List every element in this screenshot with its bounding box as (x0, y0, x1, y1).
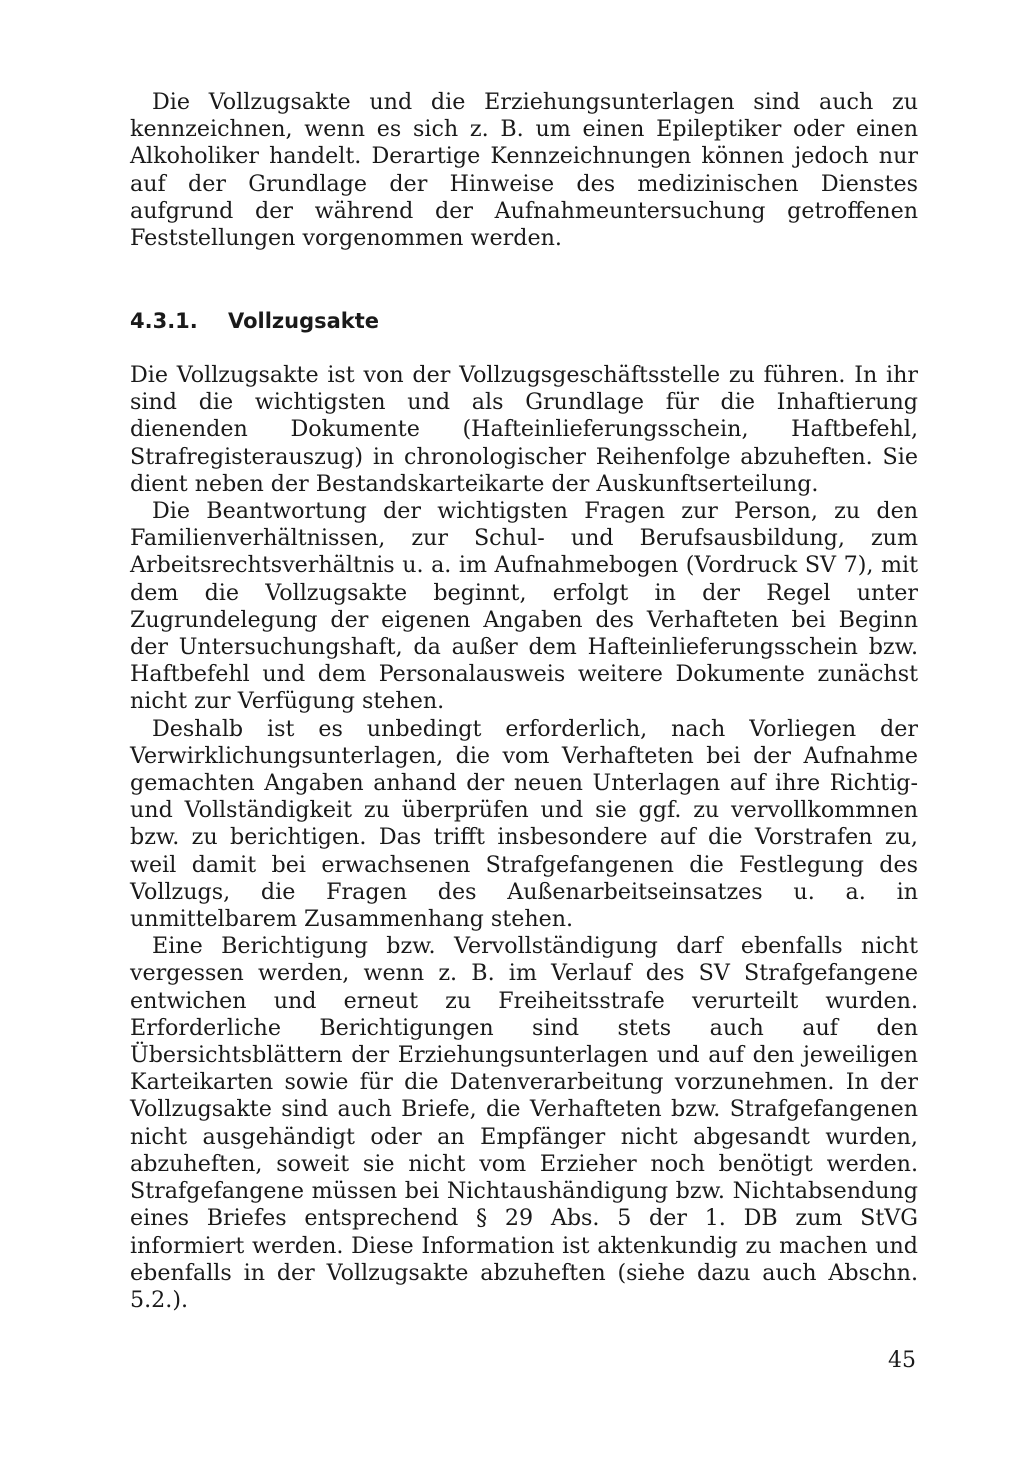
section-paragraph-1: Die Vollzugsakte ist von der Vollzugsgeschäftsstelle zu führen. In ihr sind die wichtigsten und als Grundlage für die Inhaftierung dienenden Dokumente (Hafteinlieferungsschein, Haftbefehl, Strafregisterauszug) in chronologischer Reihenfolge abzuheften. Sie dient neben der Bestandskarteikarte der Auskunftserteilung. (130, 362, 918, 497)
section-paragraph-3: Deshalb ist es unbedingt erforderlich, nach Vorliegen der Verwirklichungsunterlagen, die vom Verhafteten bei der Aufnahme gemachten Angaben anhand der neuen Unterlagen auf ihre Richtig- und Vollständigkeit zu überprüfen und sie ggf. zu vervollkommnen bzw. zu berichtigen. Das trifft insbesondere auf die Vorstrafen zu, weil damit bei erwachsenen Strafgefangenen die Festlegung des Vollzugs, die Fragen des Außenarbeitseinsatzes u. a. in unmittelbarem Zusammenhang stehen. (130, 715, 918, 933)
intro-paragraph: Die Vollzugsakte und die Erziehungsunterlagen sind auch zu kennzeichnen, wenn es sich z. B. um einen Epileptiker oder einen Alkoholiker handelt. Derartige Kennzeichnungen können jedoch nur auf der Grundlage der Hinweise des medizinischen Dienstes aufgrund der während der Aufnahmeuntersuchung getroffenen Feststellungen vorgenommen werden. (130, 89, 918, 252)
section-title: Vollzugsakte (228, 309, 380, 333)
section-paragraph-4: Eine Berichtigung bzw. Vervollständigung darf ebenfalls nicht vergessen werden, wenn z. B. im Verlauf des SV Strafgefangene entwichen und erneut zu Freiheitsstrafe verurteilt wurden. Erforderliche Berichtigungen sind stets auch auf den Übersichtsblättern der Erziehungsunterlagen und auf den jeweiligen Karteikarten sowie für die Datenverarbeitung vorzunehmen. In der Vollzugsakte sind auch Briefe, die Verhafteten bzw. Strafgefangenen nicht ausgehändigt oder an Empfänger nicht abgesandt wurden, abzuheften, soweit sie nicht vom Erzieher noch benötigt werden. Strafgefangene müssen bei Nichtaushändigung bzw. Nichtabsendung eines Briefes entsprechend § 29 Abs. 5 der 1. DB zum StVG informiert werden. Diese Information ist aktenkundig zu machen und ebenfalls in der Vollzugsakte abzuheften (siehe dazu auch Abschn. 5.2.). (130, 933, 918, 1313)
page-number: 45 (888, 1348, 916, 1373)
section-heading (130, 309, 379, 333)
section-paragraph-2: Die Beantwortung der wichtigsten Fragen zur Person, zu den Familienverhältnissen, zur Schul- und Berufsausbildung, zum Arbeitsrechtsverhältnis u. a. im Aufnahmebogen (Vordruck SV 7), mit dem die Vollzugsakte beginnt, erfolgt in der Regel unter Zugrundelegung der eigenen Angaben des Verhafteten bei Beginn der Untersuchungshaft, da außer dem Hafteinlieferungsschein bzw. Haftbefehl und dem Personalausweis weitere Dokumente zunächst nicht zur Verfügung stehen. (130, 498, 918, 715)
intro-text (130, 89, 918, 252)
section-number: 4.3.1. (130, 309, 198, 333)
section-body (130, 362, 918, 1314)
